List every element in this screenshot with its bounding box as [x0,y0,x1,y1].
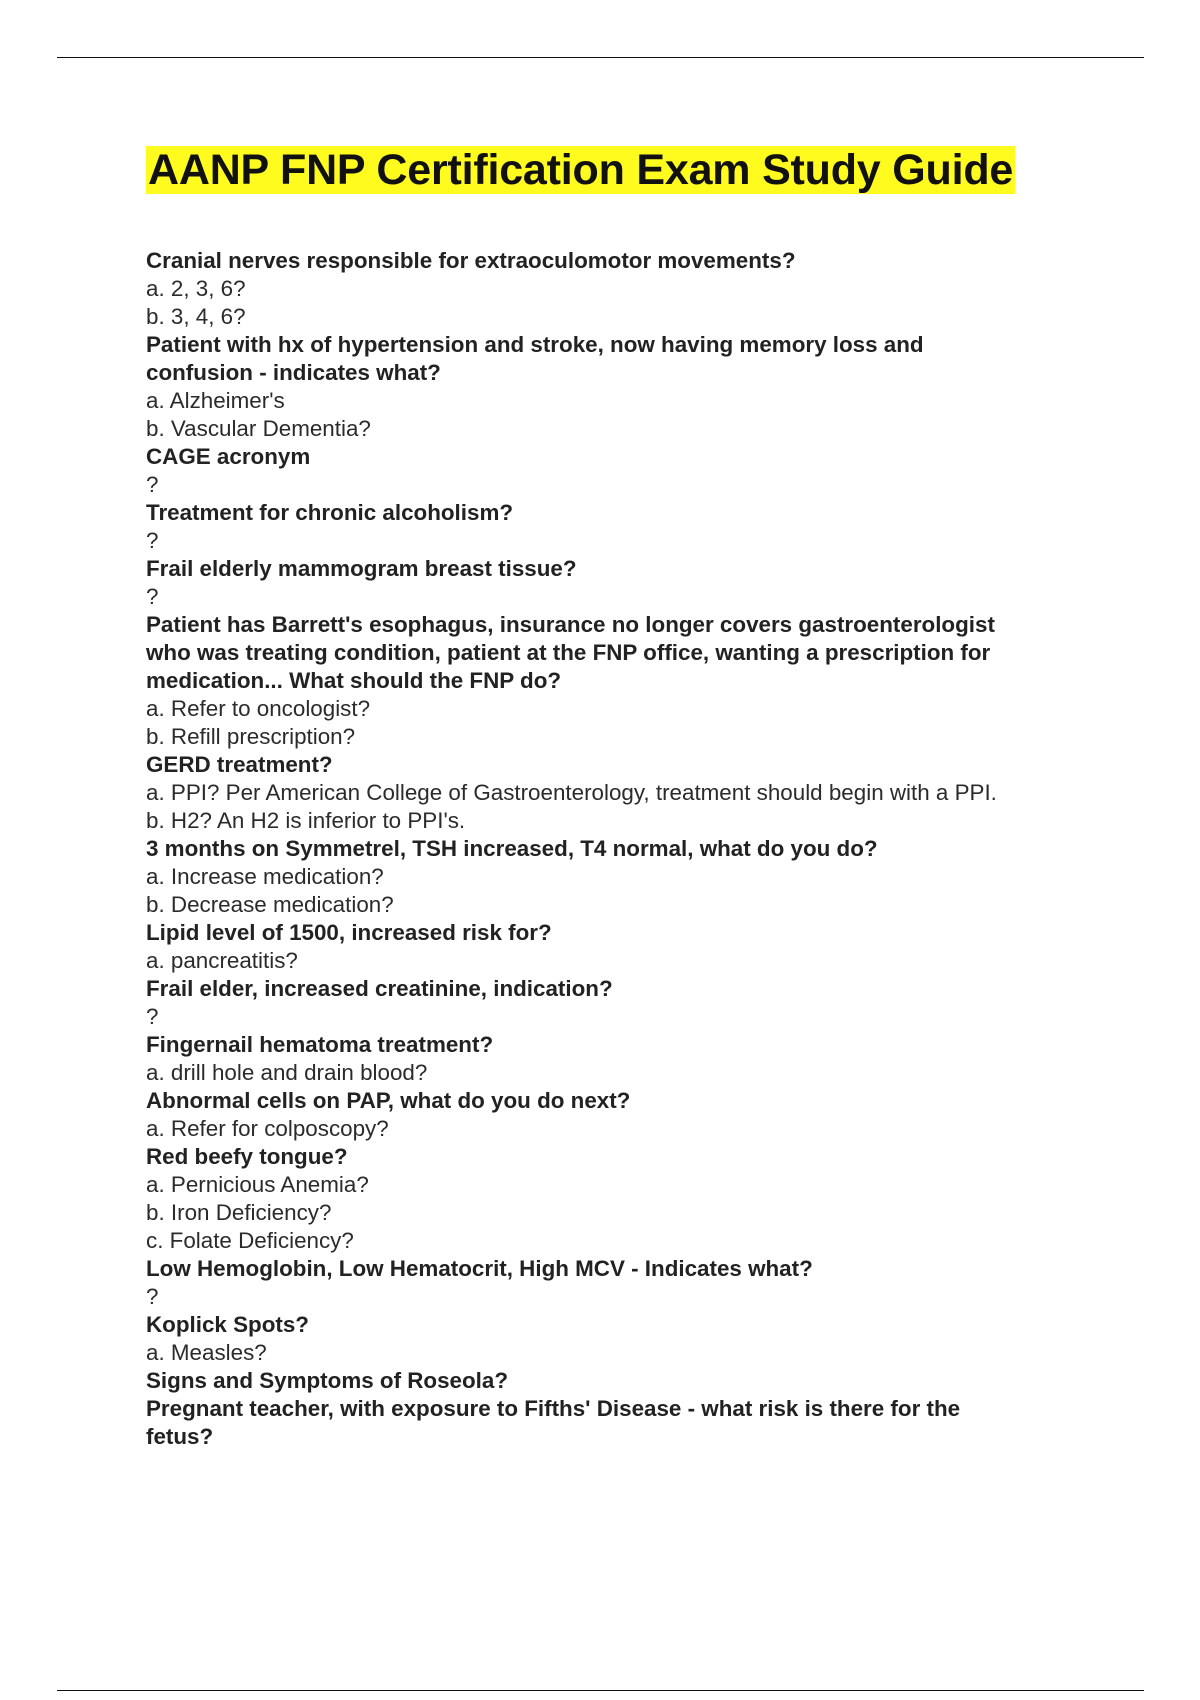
qa-item [146,751,1086,835]
qa-item [146,1395,1086,1451]
top-rule [57,57,1144,58]
answer-option: b. Vascular Dementia? [146,416,371,441]
answer-option: b. H2? An H2 is inferior to PPI's. [146,808,466,833]
question-text: Frail elderly mammogram breast tissue? [146,556,577,581]
qa-item [146,1367,1086,1395]
question-text: Pregnant teacher, with exposure to Fifths' Disease - what risk is there for the [146,1396,961,1421]
qa-item [146,555,1086,611]
qa-item [146,611,1086,751]
question-text: Signs and Symptoms of Roseola? [146,1368,509,1393]
answer-option: a. Refer for colposcopy? [146,1116,389,1141]
answer-option: a. drill hole and drain blood? [146,1060,428,1085]
qa-item [146,443,1086,499]
answer-option: ? [146,1004,159,1029]
question-text: medication... What should the FNP do? [146,668,562,693]
answer-option: a. pancreatitis? [146,948,298,973]
question-text: Low Hemoglobin, Low Hematocrit, High MCV - Indicates what? [146,1256,813,1281]
qa-item [146,1087,1086,1143]
answer-option: a. Alzheimer's [146,388,285,413]
question-text: Koplick Spots? [146,1312,309,1337]
question-text: fetus? [146,1424,214,1449]
page-title-highlight: AANP FNP Certification Exam Study Guide [148,146,1014,194]
question-text: Patient has Barrett's esophagus, insurance no longer covers gastroenterologist [146,612,995,637]
answer-option: ? [146,472,159,497]
qa-list [146,247,1086,1451]
qa-item [146,1031,1086,1087]
question-text: Treatment for chronic alcoholism? [146,500,514,525]
question-text: who was treating condition, patient at the FNP office, wanting a prescription for [146,640,991,665]
answer-option: a. 2, 3, 6? [146,276,246,301]
answer-option: a. Refer to oncologist? [146,696,371,721]
question-text: confusion - indicates what? [146,360,441,385]
answer-option: a. PPI? Per American College of Gastroenterology, treatment should begin with a PPI. [146,780,997,805]
answer-option: a. Measles? [146,1340,267,1365]
question-text: Red beefy tongue? [146,1144,348,1169]
answer-option: b. 3, 4, 6? [146,304,246,329]
answer-option: b. Iron Deficiency? [146,1200,332,1225]
answer-option: c. Folate Deficiency? [146,1228,354,1253]
question-text: Abnormal cells on PAP, what do you do next? [146,1088,631,1113]
answer-option: b. Decrease medication? [146,892,394,917]
question-text: CAGE acronym [146,444,311,469]
qa-item [146,499,1086,555]
answer-option: a. Pernicious Anemia? [146,1172,369,1197]
question-text: 3 months on Symmetrel, TSH increased, T4 normal, what do you do? [146,836,878,861]
question-text: Patient with hx of hypertension and stroke, now having memory loss and [146,332,924,357]
question-text: GERD treatment? [146,752,333,777]
qa-item [146,919,1086,975]
qa-item [146,835,1086,919]
qa-item [146,247,1086,331]
question-text: Cranial nerves responsible for extraoculomotor movements? [146,248,796,273]
question-text: Lipid level of 1500, increased risk for? [146,920,552,945]
qa-item [146,975,1086,1031]
answer-option: ? [146,584,159,609]
answer-option: b. Refill prescription? [146,724,356,749]
qa-item [146,1311,1086,1367]
qa-item [146,1143,1086,1255]
answer-option: ? [146,528,159,553]
answer-option: a. Increase medication? [146,864,384,889]
qa-item [146,331,1086,443]
qa-item [146,1255,1086,1311]
question-text: Fingernail hematoma treatment? [146,1032,494,1057]
answer-option: ? [146,1284,159,1309]
question-text: Frail elder, increased creatinine, indication? [146,976,613,1001]
page-title [146,144,1015,196]
bottom-rule [57,1690,1144,1691]
